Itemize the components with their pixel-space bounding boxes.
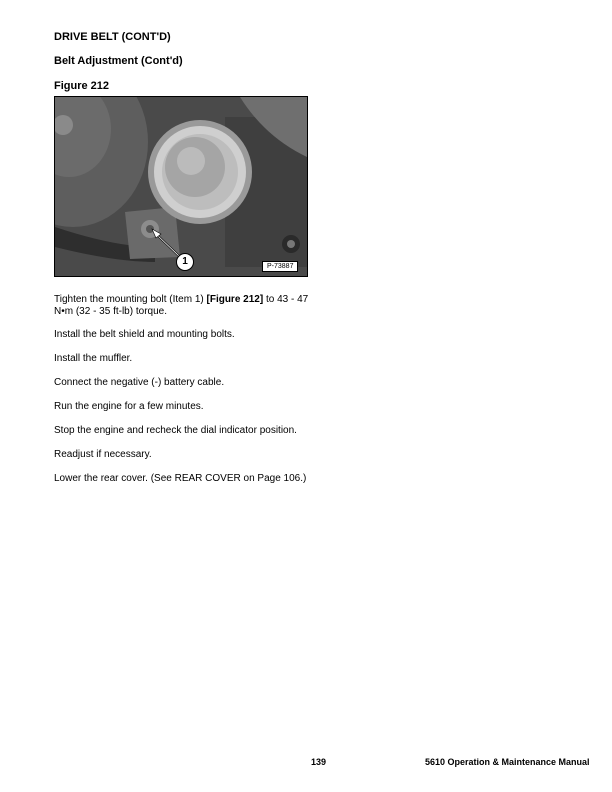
step-lower-cover: Lower the rear cover. (See REAR COVER on Page 106.) (54, 473, 307, 484)
step-tighten-bolt-text: Tighten the mounting bolt (Item 1) (54, 294, 207, 305)
step-install-shield: Install the belt shield and mounting bolts. (54, 329, 235, 340)
step-tighten-bolt-torque: to 43 - 47 N•m (32 - 35 ft-lb) torque. (54, 294, 309, 317)
page-number: 139 (311, 757, 327, 767)
section-title: DRIVE BELT (CONT'D) (54, 31, 171, 43)
sub-title: Belt Adjustment (Cont'd) (54, 55, 183, 67)
step-connect-battery: Connect the negative (-) battery cable. (54, 377, 225, 388)
photo-code: P-73887 (262, 261, 298, 272)
figure-label: Figure 212 (54, 80, 110, 92)
callout-number: 1 (176, 253, 194, 271)
figure-photo (54, 96, 308, 277)
step-readjust: Readjust if necessary. (54, 449, 152, 460)
step-run-engine: Run the engine for a few minutes. (54, 401, 204, 412)
step-tighten-bolt (54, 294, 314, 318)
step-install-muffler: Install the muffler. (54, 353, 133, 364)
figure-reference: [Figure 212] (206, 294, 264, 305)
step-recheck-dial: Stop the engine and recheck the dial indicator position. (54, 425, 297, 436)
manual-title: 5610 Operation & Maintenance Manual (425, 757, 590, 767)
